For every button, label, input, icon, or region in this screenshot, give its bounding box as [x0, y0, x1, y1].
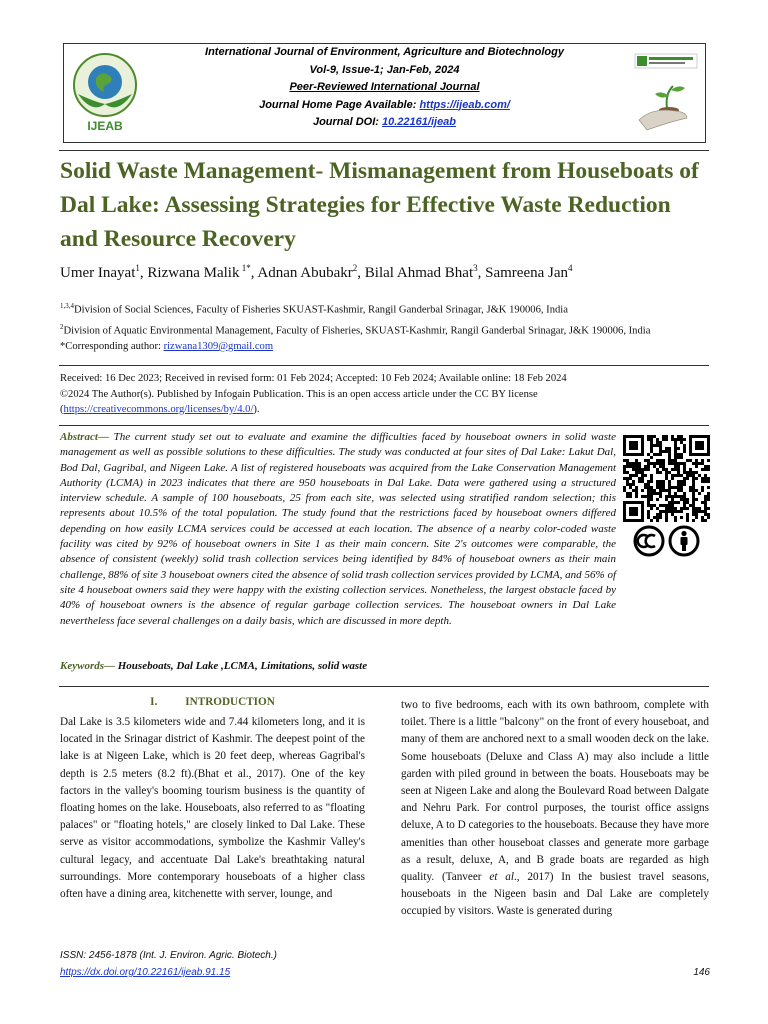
abstract-text: The current study set out to evaluate and examine the difficulties faced by houseboat owners in solid waste management as well as possible solutions to these difficulties. The study was conducted at four sites of Dal Lake: Lakut Dal, Bod Dal, Gagribal, and Nigeen Lake. A list of registered houseboats was acquired from the Lake Conservation Management Authority (LCMA) in 2023 indicates that there are 950 houseboats in Dal Lake. Data were gathered using a structured interview schedule. A sample of 100 houseboats, 25 from each site, was selected using stratified random selection; this represents about 10.5% of the total population. The study found that the restrictions faced by houseboat owners differed depending on how easily LCMA services could be accessed at each location. The absence of a nearby color-coded waste facility was cited by 92% of houseboat owners in Site 1 as their main concern. Site 2's outcomes were comparable, the absence of consistent (weekly) solid trash collection services being identified by 84% of houseboat owners as their main challenge, 88% of site 3 houseboat owners cited the absence of solid trash collection services provided by LCMA, and 56% of site 4 houseboat owners said they were happy with the existing collection services. Nonetheless, the largest obstacle faced by 40% of houseboat owners is the absence of regular garbage collection services. The houseboat owners in Dal Lake nevertheless face several challenges on a daily basis, which are discussed in more depth.: [60, 431, 616, 627]
keywords-label: Keywords—: [60, 660, 115, 672]
journal-header: [63, 43, 706, 143]
doi-line: Journal DOI: 10.22161/ijeab: [312, 116, 457, 128]
affiliation-2: $^2$Division of Aquatic Environmental Management, Faculty of Fisheries, SKUAST-Kashmir, Rangil Ganderbal Srinagar, J&K 190006, India: [60, 322, 651, 337]
page-number: 146: [693, 967, 710, 978]
paper-title: Solid Waste Management- Mismanagement from Houseboats of Dal Lake: Assessing Strategies for Effective Waste Reduction and Resource Recovery: [60, 158, 699, 252]
journal-volume: Vol-9, Issue-1; Jan-Feb, 2024: [309, 63, 460, 76]
page-footer: [60, 947, 710, 981]
article-dates: [60, 371, 710, 418]
keywords-text: Houseboats, Dal Lake ,LCMA, Limitations, solid waste: [115, 660, 368, 672]
body-column-right: two to five bedrooms, each with its own bathroom, complete with toilet. There is a little "balcony" on the front of every houseboat, and many of them are anchored next to a small wooden deck on the lake. Some houseboats (Deluxe and Class A) may also include a little garden with piled ground in between the boats. Houseboats may be seen at Nigeen Lake and along the Boulevard Road between Dalgate and Nehru Park. For control purposes, the tourist office assigns deluxe, A to D categories to the houseboats. Because they have more amenities than other houseboat classes and generate more garbage as a result, deluxe, A, and B grade boats are regarded as high quality. (Tanveer et al., 2017) In the busiest travel seasons, houseboats in the Nigeen basin and Dal Lake are completely occupied by visitors. Waste is generated during: [401, 699, 710, 918]
body-column-left: Dal Lake is 3.5 kilometers wide and 7.44 kilometers long, and it is located in the Srinagar district of Kashmir. The deepest point of the lake is at Nigeen Lake, which is 20 feet deep, whereas Gagribal's depth is 2.5 meters (8.2 ft).(Bhat et al., 2017). One of the key factors in the valley's booming tourism business is the quantity of floating homes on the lake. Houseboats, also referred to as "floating palaces" or "floating hotels," are closely linked to Dal Lake. These serve as visitor accommodations, symbolize the Kashmir Valley's cultural legacy, and accentuate Dal Lake's breathtaking natural surroundings. More contemporary houseboats of a higher class often have a dining area, kitchenette with server, lounge, and: [60, 716, 365, 901]
journal-doi-link[interactable]: 10.22161/ijeab: [382, 116, 457, 128]
divider: [59, 365, 709, 366]
divider: [59, 425, 709, 426]
affiliation-1: $^{1,3,4}$Division of Social Sciences, Faculty of Fisheries SKUAST-Kashmir, Rangil Ganderbal Srinagar, J&K 190006, India: [60, 302, 568, 316]
issn: ISSN: 2456-1878 (Int. J. Environ. Agric. Biotech.): [60, 950, 277, 961]
author-list: Umer Inayat$^1$, Rizwana Malik $^{1*}$, Adnan Abubakr$^2$, Bilal Ahmad Bhat$^3$, Samreena Jan$^4$: [60, 263, 573, 281]
corresponding-author: *Corresponding author: rizwana1309@gmail.com: [60, 341, 274, 353]
author-name: Adnan Abubakr: [257, 265, 353, 281]
homepage-line: Journal Home Page Available: https://ijeab.com/: [259, 98, 510, 111]
license-line: (https://creativecommons.org/licenses/by/4.0/).: [60, 404, 260, 415]
ijeab-logo-icon: [70, 50, 140, 136]
author-name: Samreena Jan: [485, 265, 569, 281]
logo-text: IJEAB: [87, 119, 123, 133]
divider: [59, 686, 709, 687]
author-name: Rizwana Malik: [147, 265, 240, 281]
journal-name: International Journal of Environment, Agriculture and Biotechnology: [205, 46, 564, 58]
license-link[interactable]: https://creativecommons.org/licenses/by/4.0/: [63, 404, 254, 415]
abstract: [60, 430, 616, 629]
keywords: [60, 660, 367, 672]
homepage-link[interactable]: https://ijeab.com/: [419, 98, 510, 111]
corresponding-email-link[interactable]: rizwana1309@gmail.com: [163, 341, 274, 353]
author-name: Umer Inayat: [60, 265, 136, 281]
affiliations: [60, 298, 710, 355]
copyright-line: ©2024 The Author(s). Published by Infogain Publication. This is an open access article under the CC BY license: [60, 388, 538, 400]
journal-cover-hand-plant-icon: [631, 50, 701, 136]
peer-reviewed-label: Peer-Reviewed International Journal: [289, 81, 480, 93]
article-doi-link[interactable]: https://dx.doi.org/10.22161/ijeab.91.15: [60, 967, 231, 978]
date-line: Received: 16 Dec 2023; Received in revised form: 01 Feb 2024; Accepted: 10 Feb 2024; Available online: 18 Feb 2024: [60, 373, 567, 384]
header-divider: [59, 150, 709, 151]
cc-by-license-icon: [632, 525, 702, 557]
qr-code-icon: [623, 435, 713, 523]
abstract-label: Abstract—: [60, 431, 109, 443]
author-name: Bilal Ahmad Bhat: [364, 265, 474, 281]
section-heading: I. INTRODUCTION: [150, 696, 275, 708]
